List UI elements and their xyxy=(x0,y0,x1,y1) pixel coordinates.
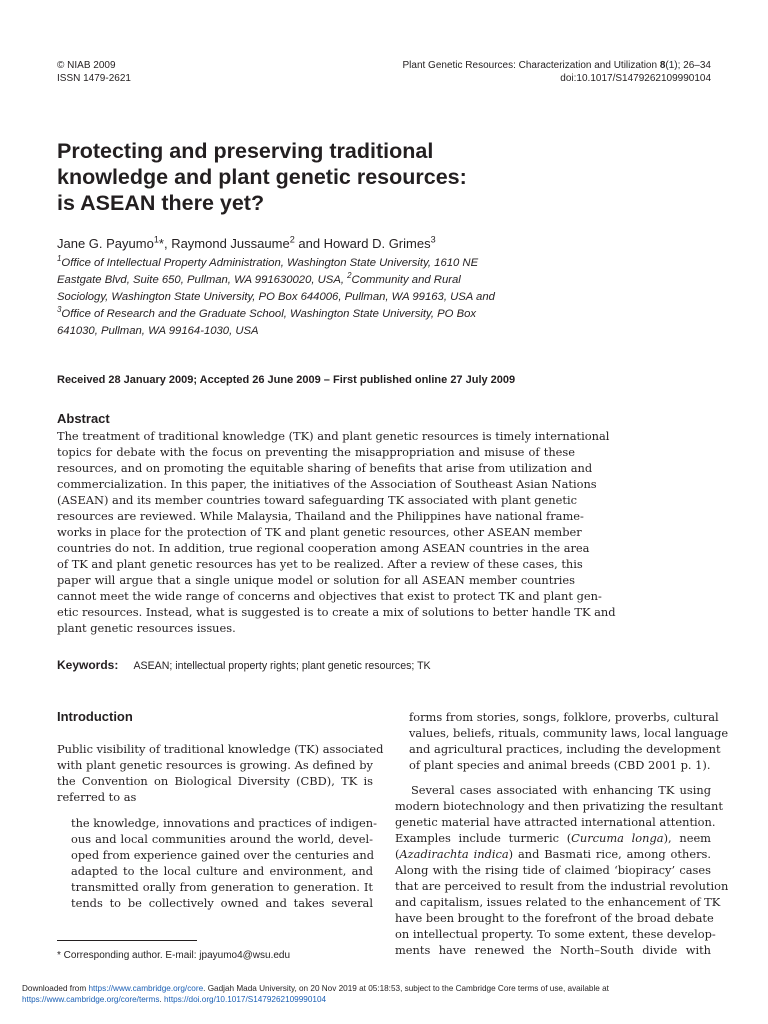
text-line: ous and local communities around the world, devel- xyxy=(71,832,373,846)
text-line: resources are reviewed. While Malaysia, Thailand and the Philippines have national frame- xyxy=(57,509,584,523)
text-line: The treatment of traditional knowledge (TK) and plant genetic resources is timely international xyxy=(57,429,610,443)
text-line: commercialization. In this paper, the initiatives of the Association of Southeast Asian Nations xyxy=(57,477,597,491)
journal-citation: Plant Genetic Resources: Characterization and Utilization 8(1); 26–34 xyxy=(402,60,711,71)
running-header-right xyxy=(402,59,711,85)
text-line: with plant genetic resources is growing. As defined by xyxy=(57,758,373,772)
text-line: oped from experience gained over the centuries and xyxy=(71,848,375,862)
text-line: referred to as xyxy=(57,790,137,804)
doi: doi:10.1017/S1479262109990104 xyxy=(560,73,711,84)
text-line: topics for debate with the focus on preventing the misappropriation and misuse of these xyxy=(57,445,575,459)
abstract-heading: Abstract xyxy=(57,411,110,426)
intro-paragraph-2: Several cases associated with enhancing TK using modern biotechnology and then privatizing the resultant genetic material have attracted international attention. Examples include turmeric (Curcuma longa), neem (Azadirachta indica) and Basmati rice, among others. Along with the rising tide of claimed ‘biopiracy’ cases that are perceived to result from the industrial revolution and capitalism, issues related to the enhancement of TK have been brought to the forefront of the broad debate on intellectual property. To some extent, these develop- ments have renewed the North–South divide with xyxy=(395,783,729,957)
paper-title: Protecting and preserving traditional knowledge and plant genetic resources: is ASEAN there yet? xyxy=(57,139,467,215)
publication-history: Received 28 January 2009; Accepted 26 June 2009 – First published online 27 July 2009 xyxy=(57,374,516,386)
keywords-label: Keywords: xyxy=(57,658,119,672)
issn: ISSN 1479-2621 xyxy=(57,73,131,84)
text-line: values, beliefs, rituals, community laws, local language xyxy=(409,726,729,740)
text-line: and agricultural practices, including the development xyxy=(409,742,721,756)
footnote-rule xyxy=(57,940,197,941)
text-line: of plant species and animal breeds (CBD 2001 p. 1). xyxy=(409,758,711,772)
corresponding-author-footnote: * Corresponding author. E-mail: jpayumo4@wsu.edu xyxy=(57,950,291,961)
intro-paragraph xyxy=(57,741,384,805)
keywords-text: ASEAN; intellectual property rights; plant genetic resources; TK xyxy=(133,660,431,672)
terms-link[interactable]: https://www.cambridge.org/core/terms xyxy=(22,995,160,1004)
text-line: paper will argue that a single unique model or solution for all ASEAN member countries xyxy=(57,573,575,587)
cambridge-core-link[interactable]: https://www.cambridge.org/core xyxy=(88,984,204,993)
text-line: countries do not. In addition, true regional cooperation among ASEAN countries in the area xyxy=(57,541,590,555)
text-line: adapted to the local culture and environment, and xyxy=(71,864,373,878)
text-line: tends to be collectively owned and takes several xyxy=(71,896,373,910)
text-line: transmitted orally from generation to generation. It xyxy=(71,880,373,894)
text-line: plant genetic resources issues. xyxy=(57,621,236,635)
text-line: (ASEAN) and its member countries toward safeguarding TK associated with plant genetic xyxy=(57,493,577,507)
affiliations: $^1$Office of Intellectual Property Administration, Washington State University, 1610 NE Eastgate Blvd, Suite 650, Pullman, WA 991630020, USA, $^2$Community and Rural Sociology, Washington State University, PO Box 644006, Pullman, WA 99163, USA and $^3$Office of Research and the Graduate School, Washington State University, PO Box 641030, Pullman, WA 99164-1030, USA xyxy=(57,254,495,337)
copyright: © NIAB 2009 xyxy=(57,60,116,71)
text-line: Public visibility of traditional knowledge (TK) associated xyxy=(57,742,384,756)
text-line: of TK and plant genetic resources has yet to be realized. After a review of these cases, this xyxy=(57,557,583,571)
doi-link[interactable]: https://doi.org/10.1017/S1479262109990104 xyxy=(163,995,327,1004)
text-line: the knowledge, innovations and practices of indigen- xyxy=(71,816,377,830)
text-line: works in place for the protection of TK and plant genetic resources, other ASEAN member xyxy=(57,525,582,539)
cbd-quote-continued xyxy=(409,709,729,773)
text-line: resources, and on promoting the equitable sharing of benefits that arise from utilization and xyxy=(57,461,593,475)
running-header-left xyxy=(57,59,131,85)
abstract-text xyxy=(57,428,616,636)
text-line: etic resources. Instead, what is suggested is to create a mix of solutions to better handle TK and xyxy=(57,605,616,619)
cbd-quote xyxy=(71,815,377,911)
text-line: the Convention on Biological Diversity (CBD), TK is xyxy=(57,774,373,788)
download-notice: Downloaded from https://www.cambridge.org/core. Gadjah Mada University, on 20 Nov 2019 at 05:18:53, subject to the Cambridge Core terms of use, available at https://www.cambridge.org/core/terms. https://doi.org/10.1017/S1479262109990104 xyxy=(22,984,609,1004)
text-line: cannot meet the wide range of concerns and objectives that exist to protect TK and plant gen- xyxy=(57,589,602,603)
text-line: forms from stories, songs, folklore, proverbs, cultural xyxy=(409,710,719,724)
author-list: Jane G. Payumo$^1$*, Raymond Jussaume$^2$ and Howard D. Grimes$^3$ xyxy=(57,234,436,251)
introduction-heading: Introduction xyxy=(57,709,133,724)
keywords xyxy=(57,654,431,673)
